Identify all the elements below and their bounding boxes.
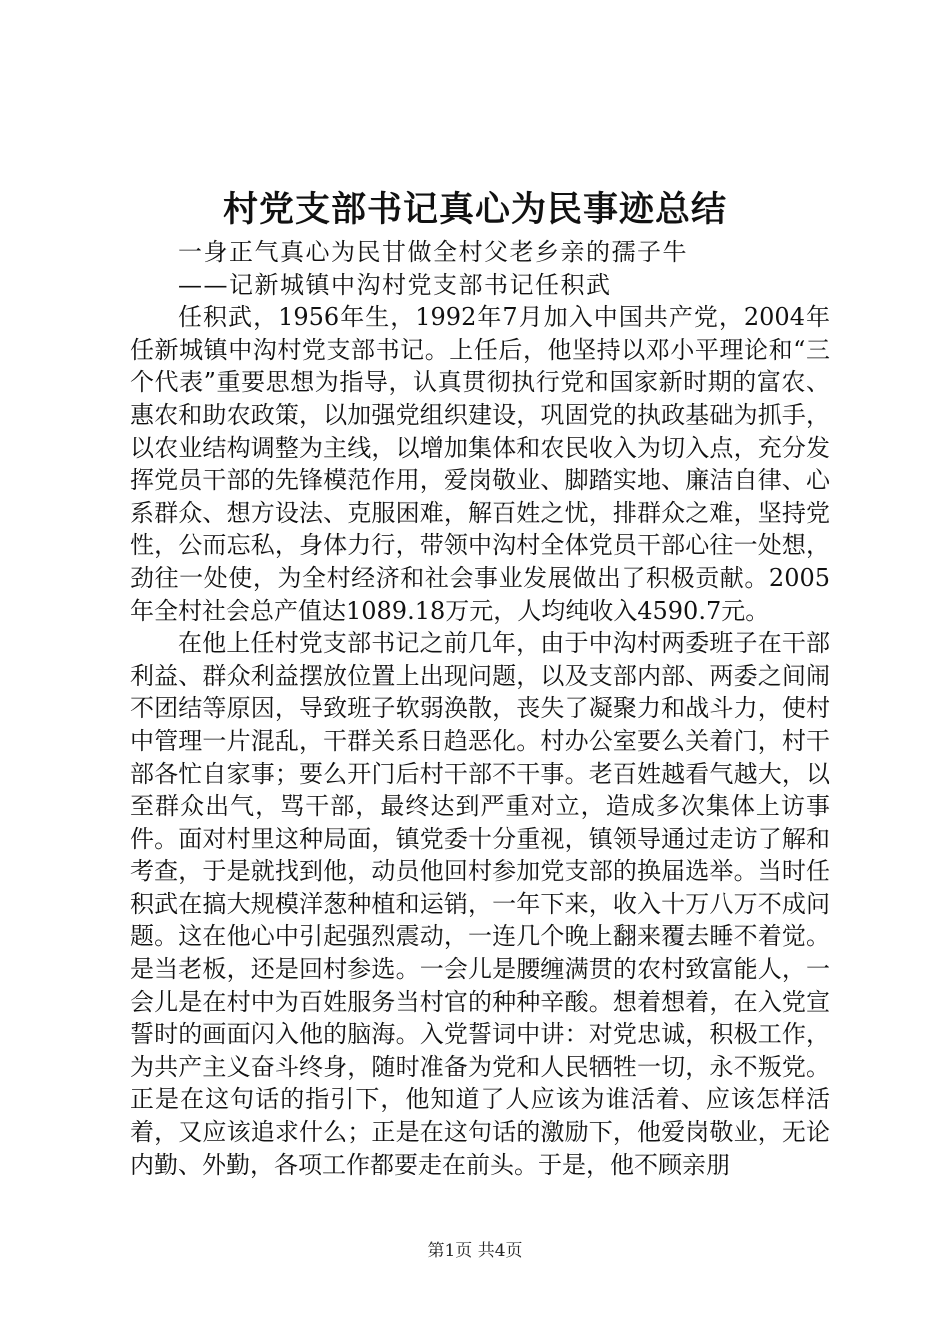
page-number-footer: 第1页 共4页	[427, 1241, 523, 1261]
subtitle-line-2: ——记新城镇中沟村党支部书记任积武	[178, 270, 612, 299]
document-title: 村党支部书记真心为民事迹总结	[222, 189, 727, 230]
document-body	[130, 236, 830, 1181]
subtitle-line-1: 一身正气真心为民甘做全村父老乡亲的孺子牛	[178, 238, 688, 266]
paragraph-2: 在他上任村党支部书记之前几年，由于中沟村两委班子在干部利益、群众利益摆放位置上出现问题，以及支部内部、两委之间闹不团结等原因，导致班子软弱涣散，丧失了凝聚力和战斗力，使村中管理一片混乱，干群关系日趋恶化。村办公室要么关着门，村干部各忙自家事；要么开门后村干部不干事。老百姓越看气越大，以至群众出气，骂干部，最终达到严重对立，造成多次集体上访事件。面对村里这种局面，镇党委十分重视，镇领导通过走访了解和考查，于是就找到他，动员他回村参加党支部的换届选举。当时任积武在搞大规模洋葱种植和运销，一年下来，收入十万八万不成问题。这在他心中引起强烈震动，一连几个晚上翻来覆去睡不着觉。是当老板，还是回村参选。一会儿是腰缠满贯的农村致富能人，一会儿是在村中为百姓服务当村官的种种辛酸。想着想着，在入党宣誓时的画面闪入他的脑海。入党誓词中讲：对党忠诚，积极工作，为共产主义奋斗终身，随时准备为党和人民牺牲一切，永不叛党。正是在这句话的指引下，他知道了人应该为谁活着、应该怎样活着，又应该追求什么；正是在这句话的激励下，他爱岗敬业，无论内勤、外勤，各项工作都要走在前头。于是，他不顾亲朋	[130, 629, 830, 1179]
paragraph-1: 任积武，1956年生，1992年7月加入中国共产党，2004年任新城镇中沟村党支部书记。上任后，他坚持以邓小平理论和“三个代表”重要思想为指导，认真贯彻执行党和国家新时期的富农、惠农和助农政策，以加强党组织建设，巩固党的执政基础为抓手，以农业结构调整为主线，以增加集体和农民收入为切入点，充分发挥党员干部的先锋模范作用，爱岗敬业、脚踏实地、廉洁自律、心系群众、想方设法、克服困难，解百姓之忧，排群众之难，坚持党性，公而忘私，身体力行，带领中沟村全体党员干部心往一处想，劲往一处使，为全村经济和社会事业发展做出了积极贡献。2005年全村社会总产值达1089.18万元，人均纯收入4590.7元。	[130, 303, 830, 625]
